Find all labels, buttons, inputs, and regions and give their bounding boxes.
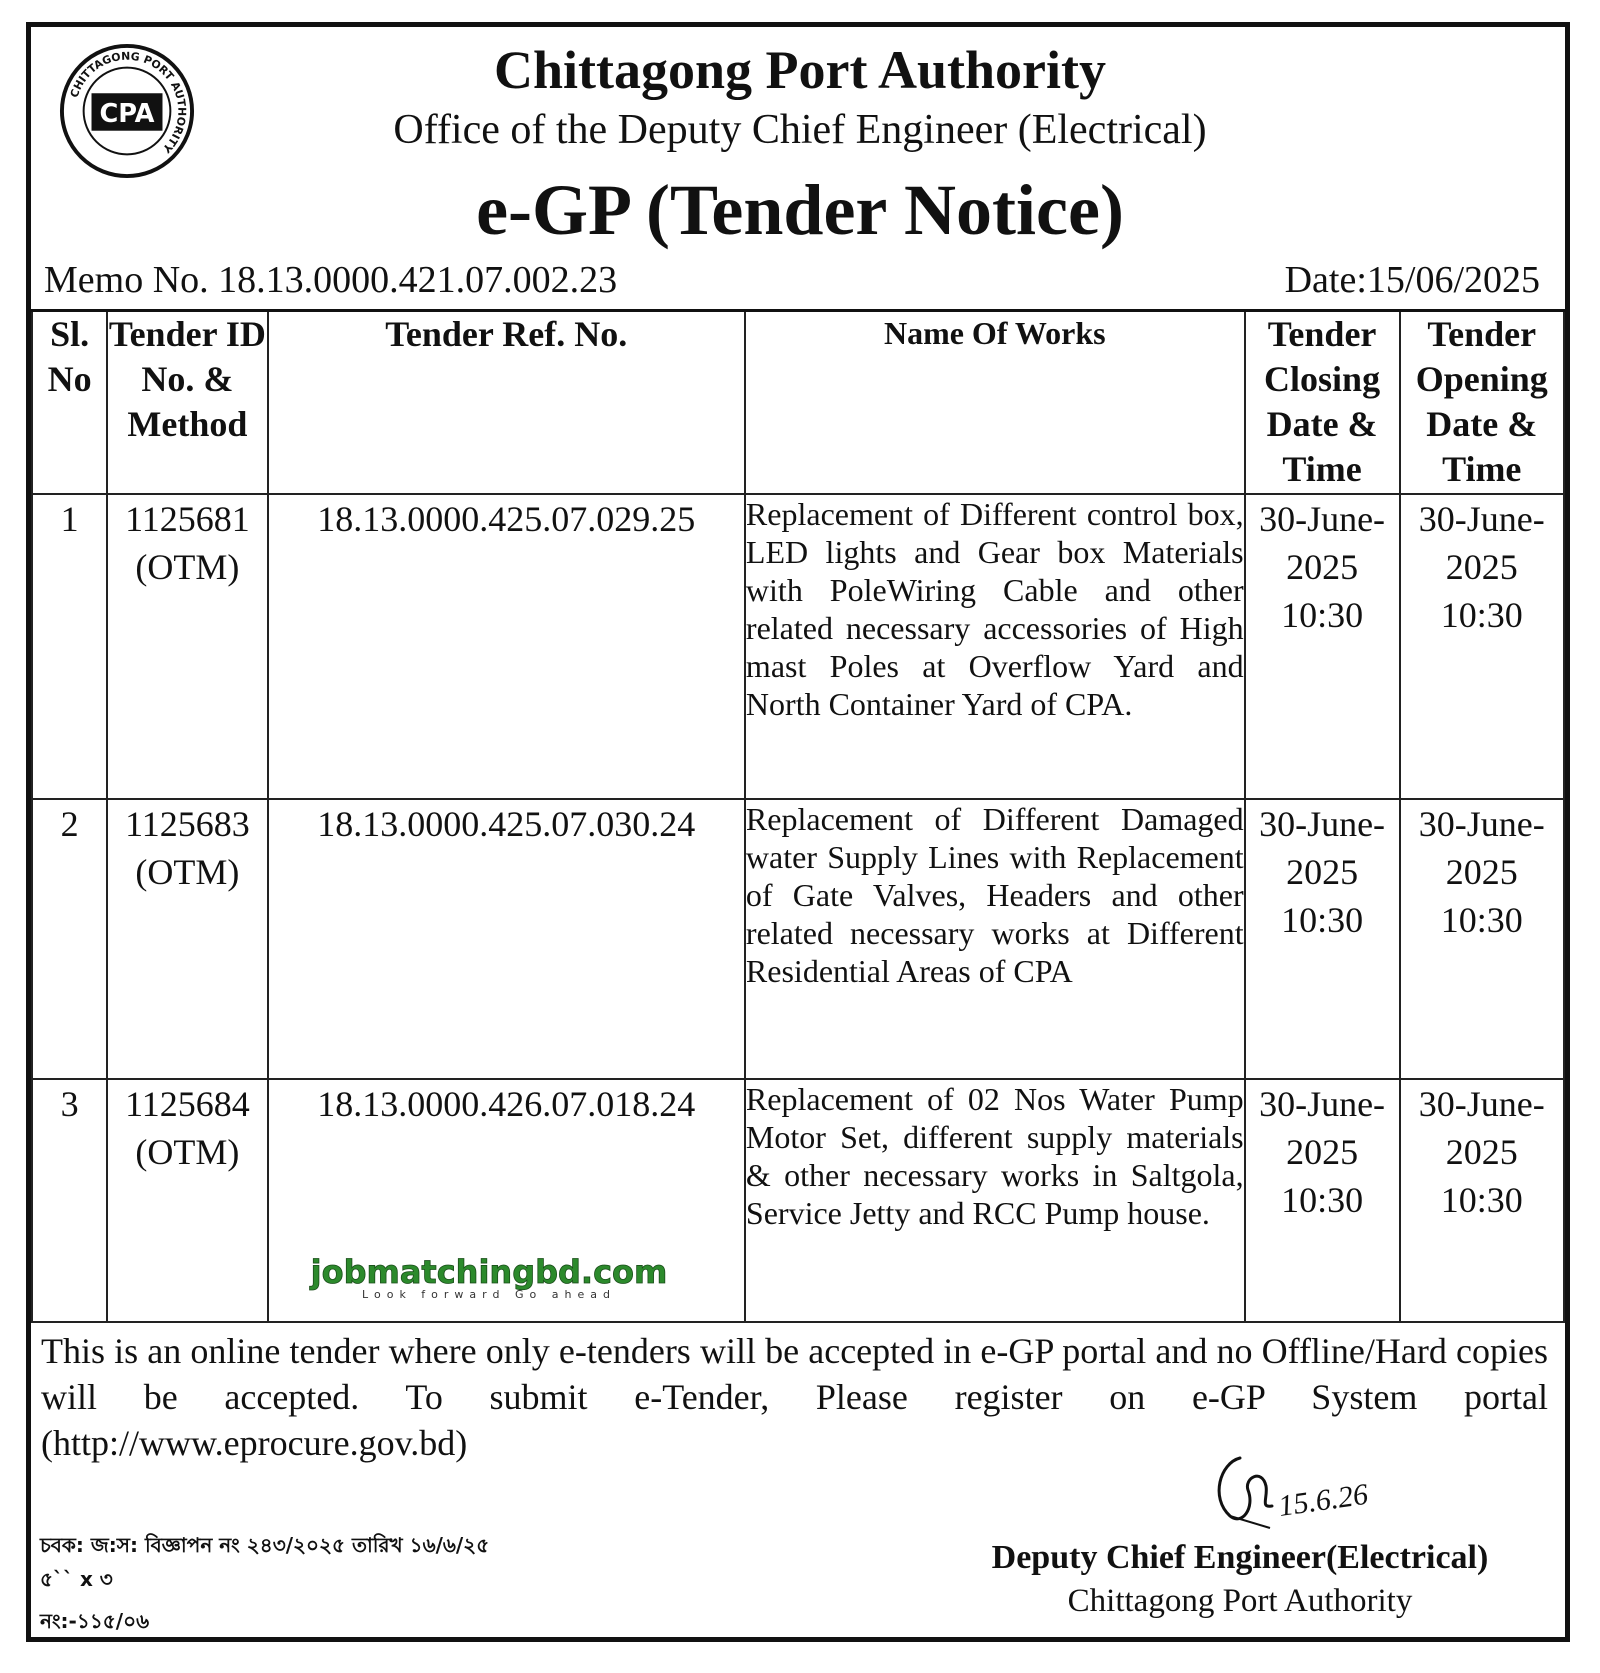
works-cell: Replacement of Different Damaged water Supply Lines with Replacement of Gate Valves, Headers and other related necessary works at Different Residential Areas of CPA (745, 799, 1245, 1079)
signatory-organization: Chittagong Port Authority (1067, 1583, 1413, 1619)
column-header-works: Name Of Works (745, 311, 1245, 494)
opening-cell: 30-June-2025 10:30 (1400, 799, 1564, 1079)
column-header-opening: Tender Opening Date & Time (1400, 311, 1564, 494)
tender-id: 1125681 (125, 498, 250, 539)
column-header-tender-id: Tender ID No. & Method (107, 311, 267, 494)
seal-ring-text: CHITTAGONG PORT AUTHORITY (67, 49, 189, 156)
memo-number: Memo No. 18.13.0000.421.07.002.23 (44, 259, 618, 301)
closing-cell: 30-June-2025 10:30 (1245, 494, 1400, 799)
watermark-text: jobmatchingbd.com (310, 1252, 667, 1291)
signature (1200, 1428, 1420, 1538)
closing-cell: 30-June-2025 10:30 (1245, 1079, 1400, 1322)
table-row (32, 494, 1564, 799)
tender-method: (OTM) (135, 1131, 240, 1172)
signature-date: 15.6.26 (1276, 1477, 1371, 1523)
ref-cell: 18.13.0000.425.07.030.24 (268, 799, 745, 1079)
closing-cell: 30-June-2025 10:30 (1245, 799, 1400, 1079)
tender-id: 1125684 (125, 1083, 250, 1124)
ref-cell: 18.13.0000.425.07.029.25 (268, 494, 745, 799)
ad-reference: চবক: জ:স: বিজ্ঞাপন নং ২৪৩/২০২৫ তারিখ ১৬/৬/২৫ (40, 1533, 490, 1557)
tender-method: (OTM) (135, 851, 240, 892)
tender-table (31, 309, 1565, 1323)
ad-size: ৫`` x ৩ (40, 1567, 113, 1591)
tender-id-cell (107, 799, 267, 1079)
sl-cell: 2 (32, 799, 107, 1079)
sl-cell: 1 (32, 494, 107, 799)
tender-id-cell (107, 494, 267, 799)
online-tender-note: This is an online tender where only e-tenders will be accepted in e-GP portal and no Offline/Hard copies will be accepted. To submit e-Tender, Please register on e-GP System portal (http://www.eprocure.gov.bd) (41, 1331, 1548, 1463)
signatory-designation: Deputy Chief Engineer(Electrical) (991, 1539, 1489, 1576)
office-subtitle: Office of the Deputy Chief Engineer (Electrical) (393, 107, 1207, 153)
column-header-closing: Tender Closing Date & Time (1245, 311, 1400, 494)
tender-id: 1125683 (125, 803, 250, 844)
works-cell: Replacement of 02 Nos Water Pump Motor Set, different supply materials & other necessary works in Saltgola, Service Jetty and RCC Pump house. (745, 1079, 1245, 1322)
watermark-logo (289, 1253, 689, 1303)
ad-number: নং:-১১৫/০৬ (40, 1609, 150, 1633)
column-header-sl: Sl. No (32, 311, 107, 494)
tender-id-cell (107, 1079, 267, 1322)
ref-number: 18.13.0000.426.07.018.24 (317, 1083, 696, 1124)
table-row (32, 799, 1564, 1079)
works-cell: Replacement of Different control box, LED lights and Gear box Materials with PoleWiring Cable and other related necessary accessories of High mast Poles at Overflow Yard and North Container Yard of CPA. (745, 494, 1245, 799)
seal-monogram: CPA (99, 98, 155, 129)
column-header-ref: Tender Ref. No. (268, 311, 745, 494)
table-header-row (32, 311, 1564, 494)
tender-method: (OTM) (135, 546, 240, 587)
watermark-tagline: Look forward Go ahead (361, 1287, 616, 1301)
table-row (32, 1079, 1564, 1322)
ref-cell (268, 1079, 745, 1322)
notice-heading: e-GP (Tender Notice) (476, 170, 1124, 250)
sl-cell: 3 (32, 1079, 107, 1322)
authority-title: Chittagong Port Authority (494, 40, 1106, 100)
notice-date: Date:15/06/2025 (1284, 259, 1540, 301)
opening-cell: 30-June-2025 10:30 (1400, 494, 1564, 799)
opening-cell: 30-June-2025 10:30 (1400, 1079, 1564, 1322)
